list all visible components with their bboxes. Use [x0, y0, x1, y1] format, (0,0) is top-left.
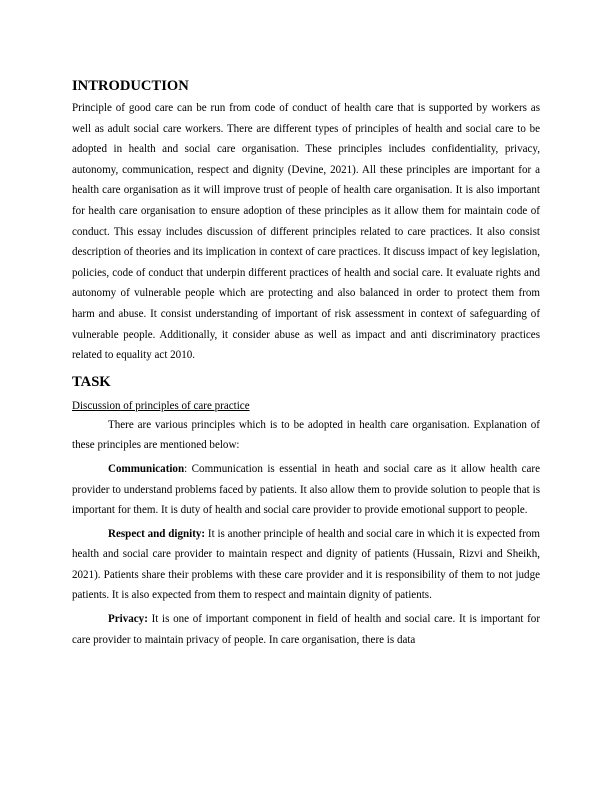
- principle-respect-dignity: [72, 524, 540, 606]
- principle-text: Communication is essential in heath and social care as it allow health care provider to understand problems faced by patients. It also allow them to provide solution to people that is important for them. It is duty of health and social care provider to provide emotional support to people.: [72, 462, 540, 517]
- introduction-heading: INTRODUCTION: [72, 78, 189, 94]
- principle-text: It is another principle of health and social care in which it is expected from health and social care provider to maintain respect and dignity of patients (Hussain, Rizvi and Sheikh, 2021). Patients share their problems with these care provider and it is responsibility of them to not judge patients. It is also expected from them to respect and maintain dignity of patients.: [72, 527, 540, 602]
- principle-privacy: [72, 609, 540, 650]
- document-page: [72, 76, 540, 650]
- principle-title: Respect and dignity:: [108, 527, 206, 540]
- principle-text: It is one of important component in field of health and social care. It is important for care provider to maintain privacy of people. In care organisation, there is data: [72, 613, 541, 646]
- section-subheading: Discussion of principles of care practice: [72, 399, 250, 412]
- task-intro-paragraph: There are various principles which is to be adopted in health care organisation. Explanation of these principles are mentioned below:: [72, 418, 540, 452]
- task-heading: TASK: [72, 373, 111, 390]
- principle-separator: :: [184, 462, 192, 475]
- principle-communication: [72, 459, 540, 521]
- introduction-paragraph: Principle of good care can be run from code of conduct of health care that is supported by workers as well as adult social care workers. There are different types of principles of health and social care to be adopted in health and social care organisation. These principles includes confidentiality, privacy, autonomy, communication, respect and dignity (Devine, 2021). All these principles are important for a health care organisation as it will improve trust of people of health care organisation. It is also important for health care organisation to ensure adoption of these principles as it allow them for maintain code of conduct. This essay includes discussion of different principles related to care practices. It also consist description of theories and its implication in context of care practices. It discuss impact of key legislation, policies, code of conduct that underpin different practices of health and social care. It evaluate rights and autonomy of vulnerable people which are protecting and also balanced in order to protect them from harm and abuse. It consist understanding of important of risk assessment in context of safeguarding of vulnerable people. Additionally, it consider abuse as well as impact and anti discriminatory practices related to equality act 2010.: [72, 102, 540, 362]
- principle-title: Communication: [108, 462, 185, 475]
- principle-title: Privacy:: [108, 613, 148, 626]
